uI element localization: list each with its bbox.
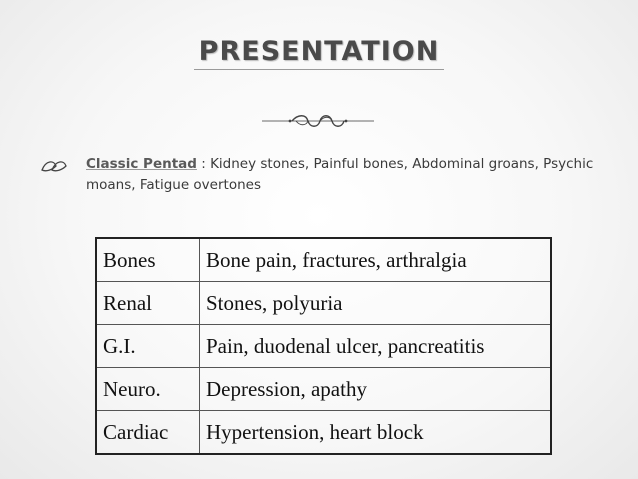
bullet-term: Classic Pentad [86, 156, 197, 172]
table-row [96, 411, 551, 455]
table-row [96, 238, 551, 282]
slide-title: PRESENTATION [198, 36, 440, 67]
table-cell-system: Bones [96, 238, 200, 282]
double-leaf-bullet-icon [40, 158, 70, 174]
table-cell-system: G.I. [96, 325, 200, 368]
table-row [96, 325, 551, 368]
title-underline [194, 69, 444, 70]
table-cell-features: Hypertension, heart block [200, 411, 552, 455]
table-row [96, 282, 551, 325]
bullet-paragraph [86, 154, 606, 196]
bullet-separator: : [196, 156, 211, 172]
table-row [96, 368, 551, 411]
table-cell-features: Depression, apathy [200, 368, 552, 411]
table-cell-features: Pain, duodenal ulcer, pancreatitis [200, 325, 552, 368]
table-cell-features: Stones, polyuria [200, 282, 552, 325]
table-cell-system: Renal [96, 282, 200, 325]
bullet-text: Kidney stones, Painful bones, Abdominal groans, Psychic moans, Fatigue overtones [86, 156, 594, 193]
table-cell-system: Cardiac [96, 411, 200, 455]
symptoms-table [95, 237, 552, 455]
flourish-divider-icon [262, 112, 374, 130]
table-cell-features: Bone pain, fractures, arthralgia [200, 238, 552, 282]
table-cell-system: Neuro. [96, 368, 200, 411]
